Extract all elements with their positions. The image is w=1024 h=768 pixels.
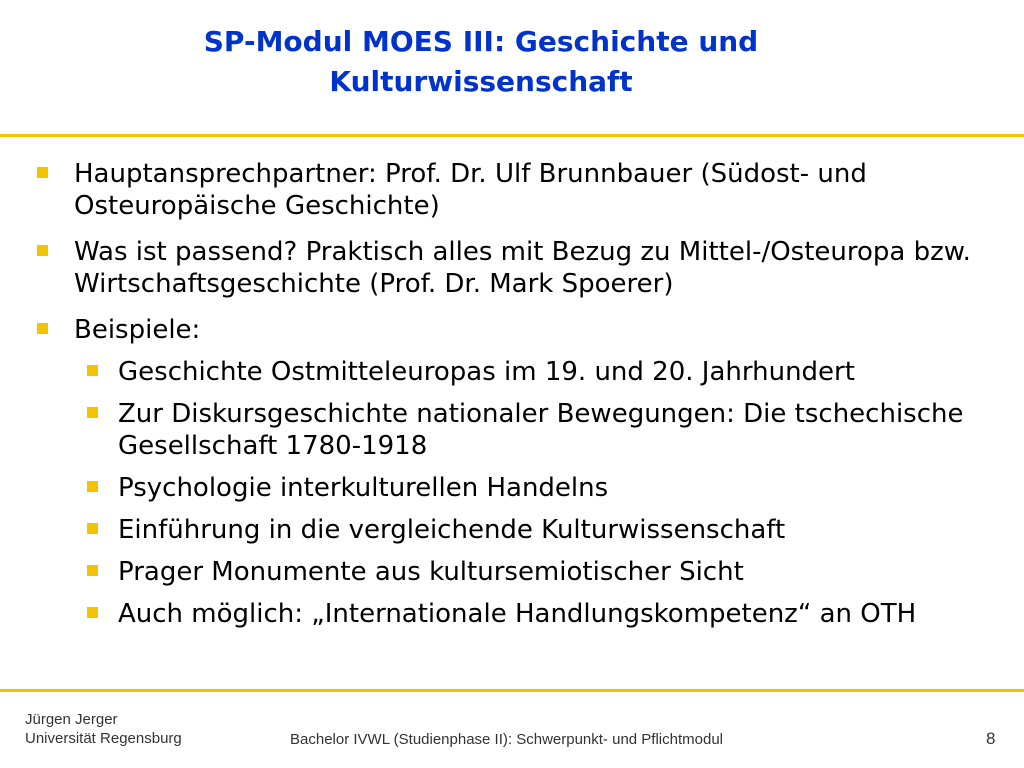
sub-list-item: [0, 556, 968, 588]
square-bullet-icon: [87, 365, 98, 376]
square-bullet-icon: [87, 407, 98, 418]
square-bullet-icon: [37, 167, 48, 178]
square-bullet-icon: [87, 523, 98, 534]
square-bullet-icon: [37, 245, 48, 256]
square-bullet-icon: [87, 481, 98, 492]
list-item: [0, 236, 974, 300]
list-item-text: Hauptansprechpartner: Prof. Dr. Ulf Brunnbauer (Südost- und Osteuropäische Geschichte): [74, 159, 867, 221]
sub-list-item: [0, 598, 968, 630]
title-line-1: SP-Modul MOES III: Geschichte und: [203, 25, 759, 58]
sub-list-item-text: Zur Diskursgeschichte nationaler Bewegungen: Die tschechische Gesellschaft 1780-1918: [118, 399, 964, 461]
sub-list-item: [0, 398, 968, 462]
author-block: [25, 710, 182, 748]
list-item: [0, 314, 974, 346]
list-item-text: Beispiele:: [74, 315, 201, 345]
sub-list-item: [0, 356, 968, 388]
title-divider: [0, 134, 1024, 137]
sub-list-item-text: Auch möglich: „Internationale Handlungskompetenz“ an OTH: [118, 599, 917, 629]
sub-list-item: [0, 514, 968, 546]
square-bullet-icon: [87, 607, 98, 618]
sub-list-item-text: Geschichte Ostmitteleuropas im 19. und 20. Jahrhundert: [118, 357, 855, 387]
title-line-2: Kulturwissenschaft: [329, 65, 633, 98]
author-institution: Universität Regensburg: [25, 730, 182, 747]
square-bullet-icon: [37, 323, 48, 334]
sub-list-item-text: Psychologie interkulturellen Handelns: [118, 473, 609, 503]
list-item: [0, 158, 974, 222]
sub-list-item: [0, 472, 968, 504]
footer-divider: [0, 689, 1024, 692]
author-name: Jürgen Jerger: [25, 711, 118, 728]
bullet-list: [0, 158, 1024, 630]
page-number: 8: [986, 729, 996, 748]
slide-title: [0, 22, 962, 102]
sub-list-item-text: Einführung in die vergleichende Kulturwissenschaft: [118, 515, 786, 545]
course-footer: Bachelor IVWL (Studienphase II): Schwerpunkt- und Pflichtmodul: [290, 731, 723, 748]
sub-list-item-text: Prager Monumente aus kultursemiotischer Sicht: [118, 557, 744, 587]
square-bullet-icon: [87, 565, 98, 576]
list-item-text: Was ist passend? Praktisch alles mit Bezug zu Mittel-/Osteuropa bzw. Wirtschaftsgeschichte (Prof. Dr. Mark Spoerer): [74, 237, 971, 299]
